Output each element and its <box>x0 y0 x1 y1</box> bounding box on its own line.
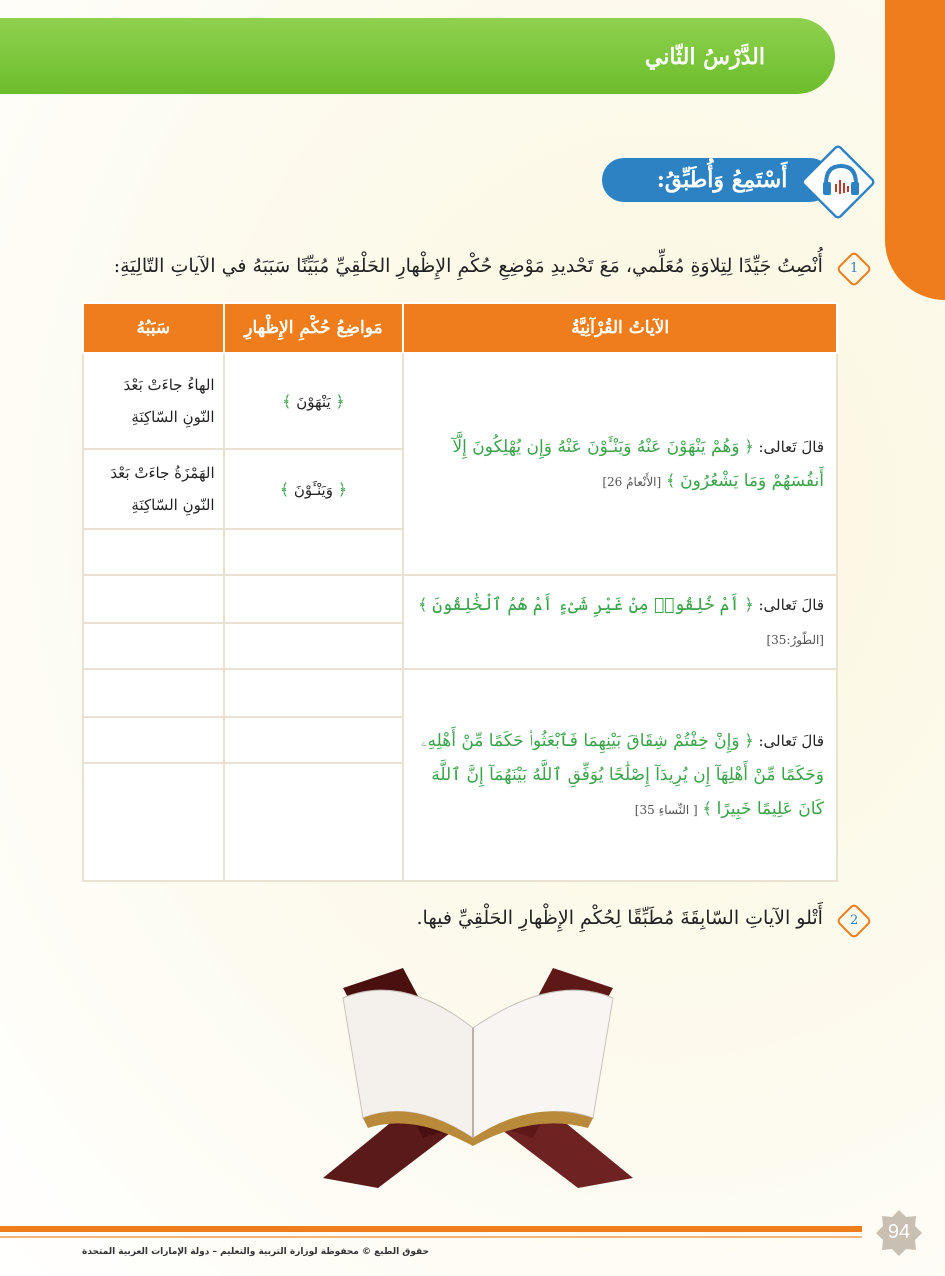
ayah-intro: قالَ تَعالى: <box>758 731 824 750</box>
ayah-intro: قالَ تَعالى: <box>758 437 824 456</box>
question-1-text: أُنْصِتُ جَيِّدًا لِتِلاوَةِ مُعَلِّمي، مَعَ تَحْديدِ مَوْضِعِ حُكْمِ الإِظْهارِ الحَلْقِيِّ مُبَيِّنًا سَبَبَهُ في الآياتِ التّالِيَةِ: <box>113 255 823 277</box>
question-number-badge: 1 <box>836 251 873 288</box>
side-decoration <box>885 0 945 300</box>
footer-divider <box>0 1226 862 1232</box>
headphones-icon <box>820 160 862 200</box>
ayah-bracket-icon: ﴾ <box>282 391 292 411</box>
ayah-bracket-icon: ﴾ <box>665 470 676 490</box>
footer-divider-thin <box>0 1236 862 1238</box>
position-cell[interactable] <box>224 763 404 881</box>
ayah-bracket-icon: ﴿ <box>337 479 348 499</box>
header-positions: مَواضِعُ حُكْمِ الإِظْهارِ <box>224 303 404 353</box>
ayah-text: أَمْ خُلِقُوا۟ مِنْ غَيْرِ شَىْءٍ أَمْ هُمُ ٱلْخَٰلِقُونَ <box>432 594 740 615</box>
position-cell[interactable] <box>224 669 404 717</box>
question-2-text: أَتْلو الآياتِ السّابِقَةَ مُطَبِّقًا لِحُكْمِ الإِظْهارِ الحَلْقِيِّ فيها. <box>416 907 823 929</box>
ayah-text: وَإِنْ خِفْتُمْ شِقَاقَ بَيْنِهِمَا فَٱبْعَثُوا۟ حَكَمًا مِّنْ أَهْلِهِۦ وَحَكَمًا مِّنْ أَهْلِهَآ إِن يُرِيدَآ إِصْلَٰحًا يُوَفِّقِ ٱللَّهُ بَيْنَهُمَآ إِنَّ ٱللَّهَ كَانَ عَلِيمًا خَبِيرًا <box>421 730 824 819</box>
ayat-table <box>82 302 838 882</box>
ayah-bracket-icon: ﴾ <box>279 479 290 499</box>
reason-cell[interactable] <box>83 717 224 763</box>
listen-apply-label: أَسْتَمِعُ وَأُطَبِّقُ: <box>602 158 832 202</box>
ayah-bracket-icon: ﴿ <box>744 594 754 614</box>
position-text: يَنْهَوْنَ <box>296 392 331 411</box>
reason-cell[interactable] <box>83 529 224 575</box>
ayah-bracket-icon: ﴾ <box>418 594 428 614</box>
ayah-reference: [الأَنْعامُ 26] <box>602 474 662 489</box>
ayah-bracket-icon: ﴾ <box>702 798 712 818</box>
question-number-badge: 2 <box>836 903 873 940</box>
position-text: وَيَنْـَٔوْنَ <box>293 480 333 499</box>
quran-stand-illustration <box>283 968 673 1188</box>
position-cell[interactable] <box>224 717 404 763</box>
ayah-text: وَهُمْ يَنْهَوْنَ عَنْهُ وَيَنْـَٔوْنَ عَنْهُ وَإِن يُهْلِكُونَ إِلَّآ أَنفُسَهُمْ وَمَا يَشْعُرُونَ <box>452 436 824 491</box>
reason-cell[interactable] <box>83 575 224 623</box>
ayah-reference: [الطّورُ:35] <box>766 632 824 647</box>
question-1 <box>114 255 867 282</box>
position-cell[interactable] <box>224 529 404 575</box>
ayah-intro: قالَ تَعالى: <box>758 595 824 614</box>
copyright-notice: حقوق الطبع © محفوظة لوزارة التربية والتعليم – دولة الإمارات العربية المتحدة <box>82 1247 429 1257</box>
reason-cell[interactable] <box>83 763 224 881</box>
ayah-bracket-icon: ﴿ <box>744 436 754 456</box>
position-cell[interactable] <box>224 353 404 449</box>
reason-cell[interactable]: الهاءُ جاءَتْ بَعْدَ النّونِ السّاكِنَةِ <box>83 353 224 449</box>
ayah-reference: [ النِّساءِ 35] <box>634 802 698 817</box>
ayah-cell <box>403 669 837 881</box>
header-ayat: الآياتُ القُرْآنِيَّةُ <box>403 303 837 353</box>
reason-cell[interactable] <box>83 623 224 669</box>
ayah-cell <box>403 575 837 669</box>
page-number: 94 <box>887 1221 911 1243</box>
position-cell[interactable] <box>224 575 404 623</box>
ayah-bracket-icon: ﴿ <box>744 730 754 750</box>
ayah-bracket-icon: ﴿ <box>335 391 345 411</box>
position-cell[interactable] <box>224 623 404 669</box>
header-reason: سَبَبُهُ <box>83 303 224 353</box>
question-2 <box>417 907 868 934</box>
listen-apply-badge <box>602 148 872 212</box>
reason-cell[interactable] <box>83 669 224 717</box>
lesson-title: الدَّرْسُ الثّاني <box>644 44 765 70</box>
reason-cell[interactable]: الهَمْزَةُ جاءَتْ بَعْدَ النّونِ السّاكِنَةِ <box>83 449 224 529</box>
ayah-cell <box>403 353 837 575</box>
position-cell[interactable] <box>224 449 404 529</box>
